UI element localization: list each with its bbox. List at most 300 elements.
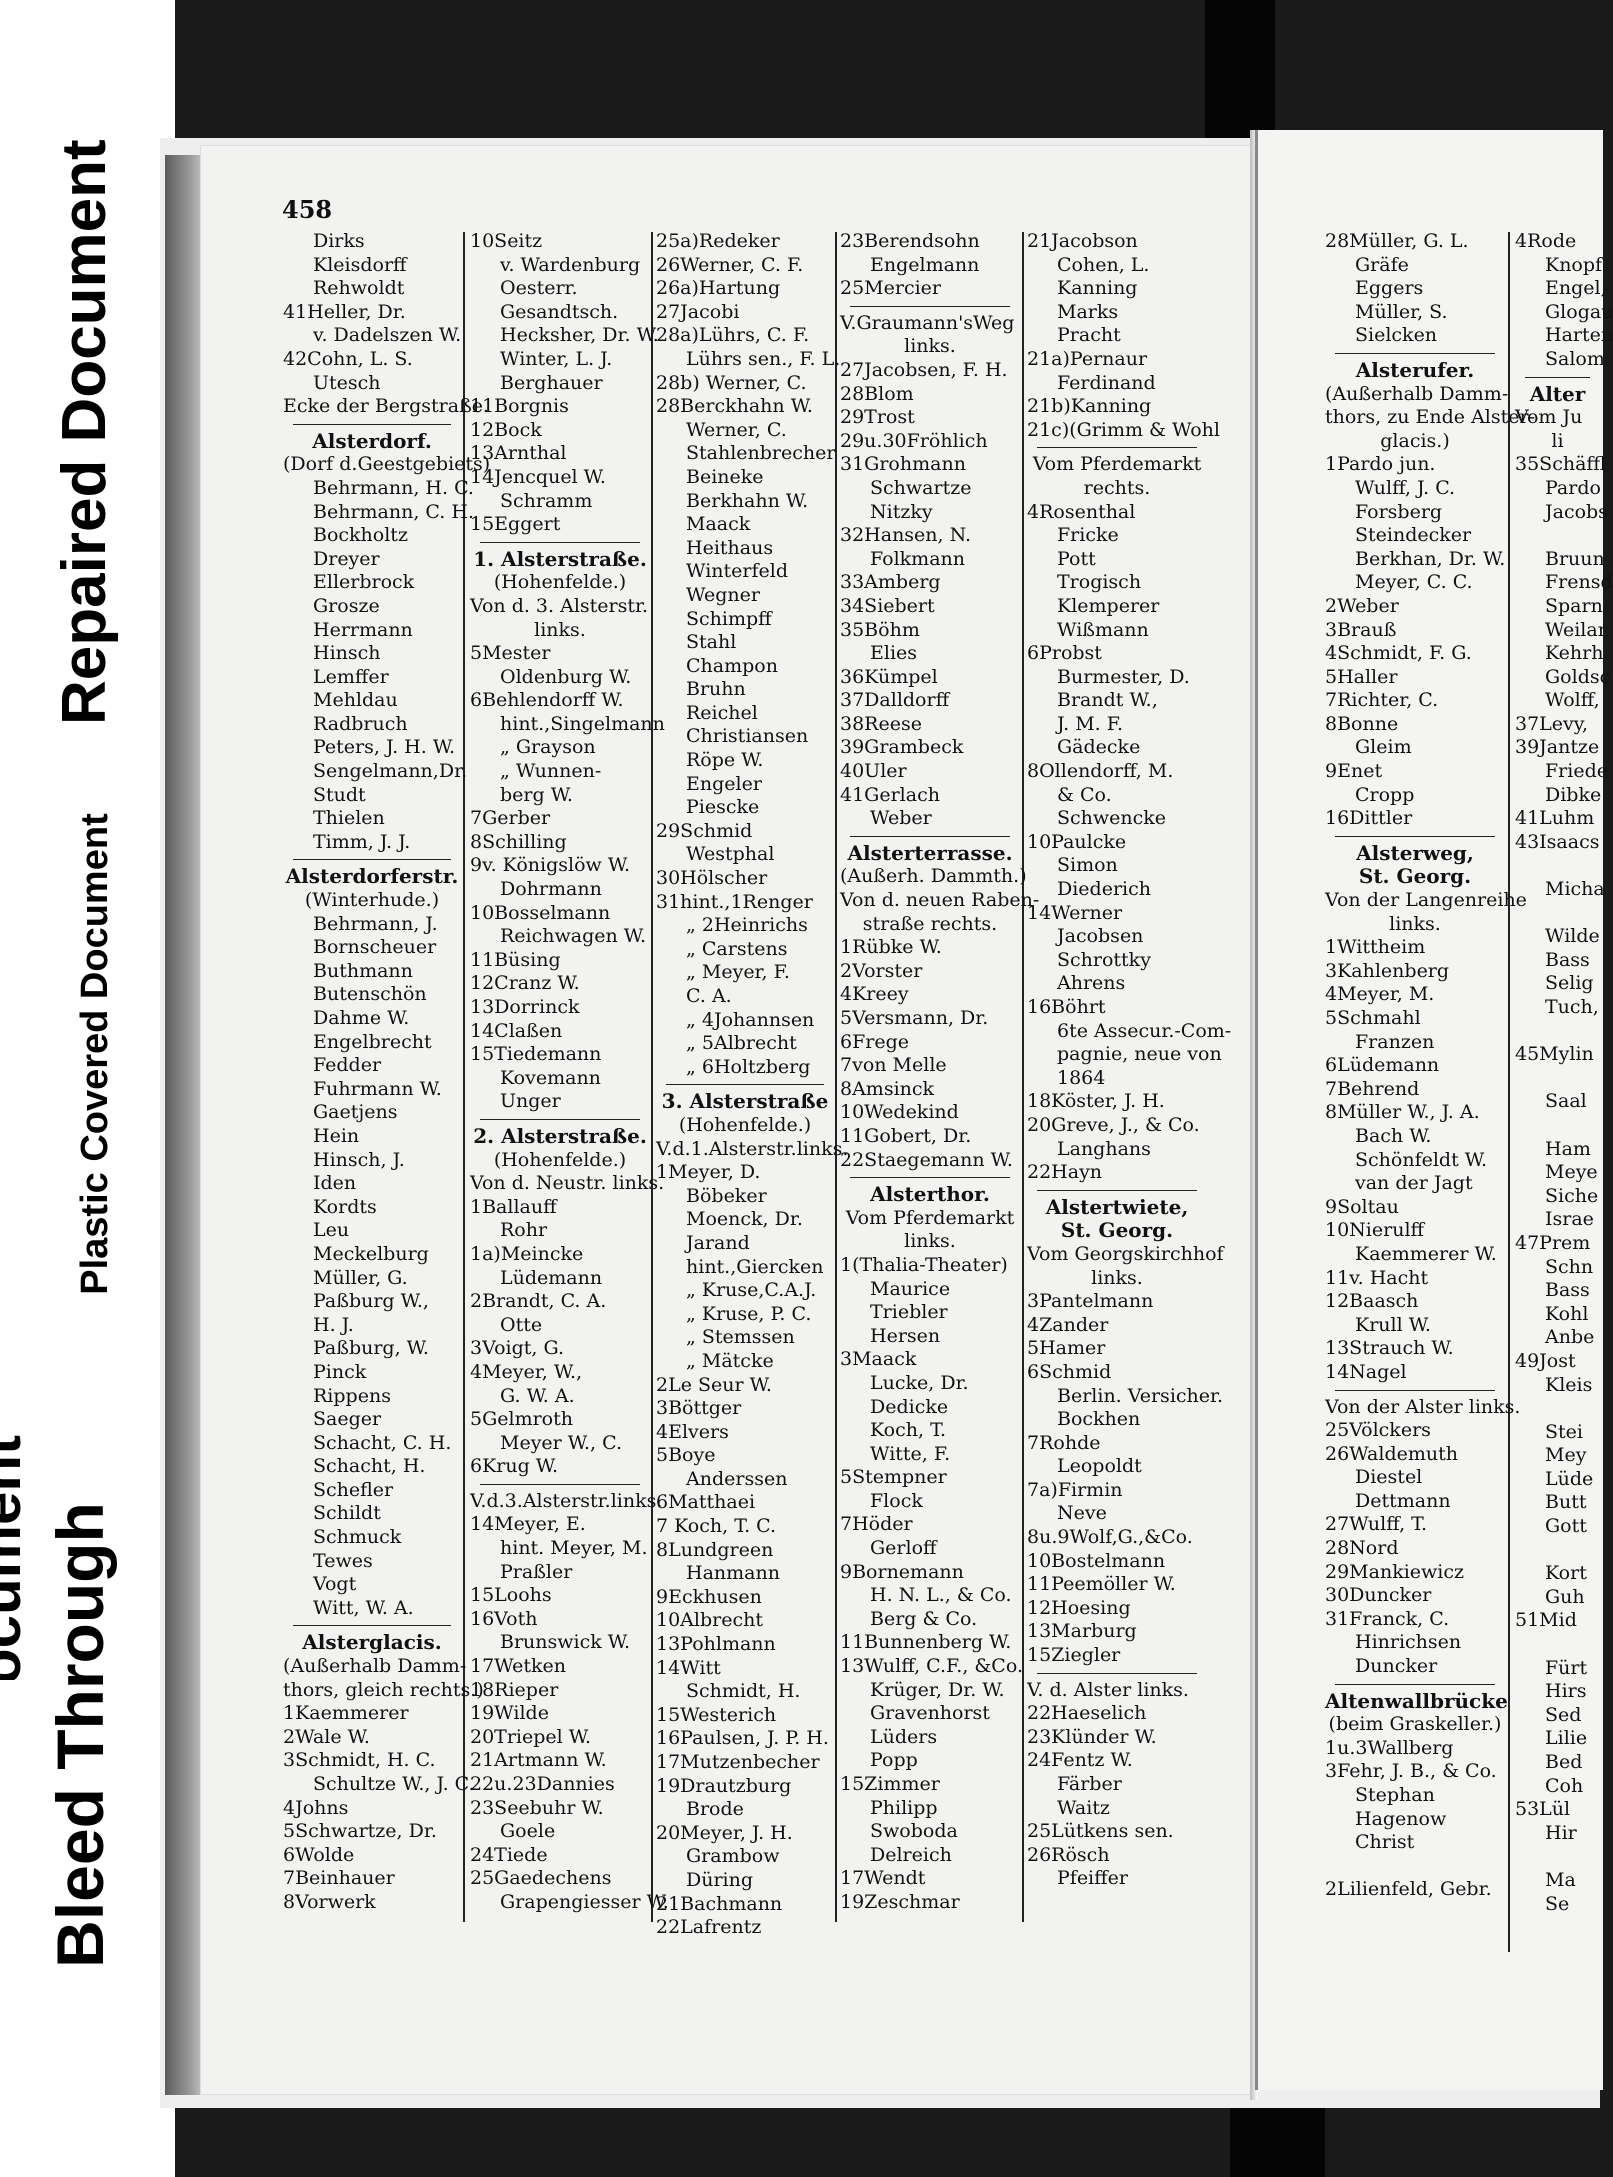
directory-entry: Praßler (500, 1560, 573, 1583)
directory-entry: Gerloff (870, 1537, 937, 1560)
street-heading: Alsterdorf. (312, 428, 432, 453)
street-note: (Außerhalb Damm- (283, 1655, 467, 1678)
directory-entry: 8Lundgreen (656, 1538, 774, 1561)
directory-entry: V.Graumann'sWeg (840, 311, 1015, 334)
directory-entry: Wolff, (1545, 689, 1600, 712)
street-note: links. (1389, 912, 1441, 935)
directory-entry: 17Wendt (840, 1867, 926, 1890)
directory-entry: Lüdemann (500, 1266, 603, 1289)
directory-entry: 45Mylin (1515, 1043, 1594, 1066)
directory-entry: 7Behrend (1325, 1077, 1420, 1100)
directory-entry: 3Kahlenberg (1325, 959, 1450, 982)
directory-entry: Herrmann (313, 618, 413, 641)
directory-entry: 29Schmid (656, 819, 753, 842)
directory-entry: 30Hölscher (656, 867, 768, 890)
directory-entry: 5Schwartze, Dr. (283, 1820, 437, 1843)
directory-entry: Simon (1057, 854, 1118, 877)
directory-entry: Böbeker (686, 1184, 767, 1207)
directory-entry: Paßburg, W. (313, 1337, 429, 1360)
directory-entry: Maurice (870, 1277, 951, 1300)
directory-entry: 12Hoesing (1027, 1596, 1131, 1619)
directory-entry: H. N. L., & Co. (870, 1584, 1012, 1607)
directory-entry: Färber (1057, 1773, 1122, 1795)
directory-entry: Dirks (313, 230, 365, 252)
directory-entry: 1Rübke W. (840, 936, 942, 959)
directory-entry: 20Triepel W. (470, 1725, 592, 1748)
directory-entry: Behrmann, H. C. (313, 476, 474, 499)
directory-entry: Lüde (1545, 1467, 1594, 1490)
black-strip-top (1205, 0, 1275, 140)
directory-entry: Champon (686, 654, 778, 677)
directory-entry: 20Greve, J., & Co. (1027, 1113, 1200, 1136)
page-number: 458 (282, 195, 333, 224)
directory-entry: Meye (1545, 1161, 1598, 1184)
directory-entry: berg W. (500, 783, 573, 806)
directory-entry: 19Drautzburg (656, 1774, 792, 1797)
directory-entry: 13Marburg (1027, 1620, 1137, 1643)
directory-entry: 31Grohmann (840, 453, 966, 476)
directory-entry: Schönfeldt W. (1355, 1148, 1488, 1171)
directory-entry: 14Meyer, E. (470, 1513, 586, 1536)
section-rule (480, 1119, 640, 1120)
directory-column-3 (656, 230, 849, 1940)
directory-entry: 7Rohde (1027, 1431, 1101, 1454)
directory-entry: 1(Thalia-Theater) (840, 1253, 1008, 1276)
directory-entry: 6Wolde (283, 1843, 355, 1866)
directory-entry: Sed (1545, 1703, 1582, 1726)
directory-entry: Ma (1545, 1868, 1576, 1891)
directory-entry: „ Grayson (500, 736, 596, 759)
directory-entry: Bruun (1545, 547, 1605, 570)
directory-entry: 5Versmann, Dr. (840, 1007, 989, 1029)
directory-entry: Delreich (870, 1843, 952, 1866)
directory-entry: Berghauer (500, 371, 603, 394)
directory-entry: 24Fentz W. (1027, 1749, 1133, 1772)
directory-entry: 5Mester (470, 642, 551, 665)
directory-entry: Sielcken (1355, 324, 1438, 347)
street-note: glacis.) (1380, 429, 1450, 452)
directory-entry: 9Eckhusen (656, 1585, 762, 1608)
directory-column-2 (470, 230, 669, 1915)
street-note: Vom Pferdemarkt (1032, 453, 1202, 476)
directory-entry: Goldsc (1545, 665, 1611, 688)
directory-entry: 28Berckhahn W. (656, 395, 813, 418)
directory-entry: 47Prem (1515, 1231, 1591, 1254)
directory-entry: Pinck (313, 1360, 367, 1383)
directory-entry: Schwartze (870, 476, 972, 499)
directory-entry: 1Wittheim (1325, 936, 1426, 959)
directory-entry: Pardo (1545, 476, 1601, 499)
directory-entry: 14Claßen (470, 1019, 563, 1042)
directory-entry: Gleim (1355, 736, 1412, 759)
directory-entry: Ham (1545, 1137, 1591, 1160)
directory-entry: Steindecker (1355, 524, 1472, 547)
directory-entry: 8Vorwerk (283, 1890, 376, 1913)
directory-entry: „ 6Holtzberg (686, 1055, 811, 1078)
directory-entry: 42Cohn, L. S. (283, 347, 413, 370)
directory-entry: Gädecke (1057, 736, 1141, 759)
directory-entry: Hersen (870, 1324, 941, 1347)
directory-entry: Kanning (1057, 277, 1138, 300)
street-note: (Dorf d.Geestgebiets) (283, 453, 491, 476)
directory-entry: Folkmann (870, 547, 965, 570)
directory-entry: 2Wale W. (283, 1725, 370, 1748)
directory-entry: Schrottky (1057, 948, 1151, 971)
directory-entry: Witt, W. A. (313, 1596, 414, 1619)
directory-entry: Glogau (1545, 300, 1613, 323)
directory-entry: 41Luhm (1515, 807, 1595, 830)
directory-entry: Tewes (313, 1549, 373, 1572)
directory-entry: Von d. Neustr. links. (470, 1172, 665, 1195)
section-rule (293, 1625, 451, 1626)
street-note: links. (904, 335, 956, 358)
directory-entry: Sengelmann,Dr. (313, 760, 468, 783)
section-rule (1037, 1673, 1197, 1674)
directory-entry: 3Maack (840, 1348, 917, 1371)
directory-entry: hint.,Giercken (686, 1255, 824, 1278)
directory-entry: Christiansen (686, 725, 809, 748)
directory-entry: Wulff, J. C. (1355, 476, 1456, 499)
directory-entry: 8Müller W., J. A. (1325, 1101, 1480, 1124)
section-rule (1037, 1190, 1197, 1191)
directory-entry: Schefler (313, 1478, 394, 1501)
directory-entry: Von der Alster links. (1325, 1395, 1521, 1418)
directory-entry: 6Frege (840, 1030, 910, 1053)
directory-entry: 7 Koch, T. C. (656, 1515, 777, 1538)
directory-entry: Nitzky (870, 500, 933, 523)
directory-entry: Dettmann (1355, 1489, 1451, 1512)
directory-column-4 (840, 230, 1040, 1915)
directory-entry: 21b)Kanning (1027, 395, 1152, 418)
section-rule (1335, 1390, 1495, 1391)
directory-entry: 34Siebert (840, 594, 935, 617)
directory-entry: 30Duncker (1325, 1584, 1432, 1607)
directory-entry: 13Dorrinck (470, 996, 580, 1018)
directory-column-7 (1515, 230, 1613, 1916)
directory-entry: „ Carstens (686, 937, 788, 960)
directory-entry: van der Jagt (1355, 1172, 1473, 1195)
directory-entry: 27Jacobsen, F. H. (840, 358, 1008, 381)
directory-entry: v. Wardenburg (500, 253, 641, 276)
directory-entry: 28Blom (840, 382, 914, 405)
directory-entry: 19Wilde (470, 1702, 549, 1725)
directory-entry: 5Hamer (1027, 1337, 1106, 1360)
directory-entry: 3Voigt, G. (470, 1337, 564, 1360)
section-rule (480, 1484, 640, 1485)
directory-entry: Bass (1545, 948, 1590, 971)
directory-entry: Harten (1545, 324, 1613, 347)
directory-entry: Berkhahn W. (686, 489, 809, 512)
directory-entry: Butt (1545, 1491, 1587, 1514)
directory-entry: Unger (500, 1090, 561, 1113)
directory-entry: „ 2Heinrichs (686, 914, 808, 937)
directory-entry: Friede (1545, 760, 1608, 783)
directory-entry: 22u.23Dannies (470, 1773, 615, 1795)
directory-entry: 25Mercier (840, 277, 942, 300)
directory-entry: Berkhan, Dr. W. (1355, 547, 1506, 570)
directory-entry: Kehrh (1545, 642, 1604, 665)
directory-entry: Jarand (686, 1231, 750, 1254)
directory-entry: Forsberg (1355, 500, 1443, 523)
directory-entry: Lucke, Dr. (870, 1371, 969, 1394)
directory-entry: 40Uler (840, 760, 907, 783)
directory-entry (1515, 1539, 1600, 1563)
directory-entry (1515, 524, 1600, 548)
directory-entry: Swoboda (870, 1820, 958, 1843)
directory-entry: Schimpff (686, 607, 772, 630)
directory-entry: 41Heller, Dr. (283, 300, 406, 323)
directory-entry: Fuhrmann W. (313, 1077, 442, 1100)
directory-entry: 23Klünder W. (1027, 1725, 1157, 1748)
directory-entry: 39Grambeck (840, 736, 964, 759)
directory-entry: V. d. Alster links. (1027, 1678, 1189, 1701)
directory-entry: Ecke der Bergstraße. (283, 395, 490, 418)
directory-entry: Hanmann (686, 1562, 780, 1585)
directory-entry: „ Wunnen- (500, 760, 602, 783)
directory-entry: 8u.9Wolf,G.,&Co. (1027, 1526, 1193, 1549)
directory-entry: Bach W. (1355, 1124, 1432, 1147)
directory-entry: Se (1545, 1892, 1570, 1915)
directory-entry: 21c)(Grimm & Wohl (1027, 418, 1220, 441)
directory-entry: Ferdinand (1057, 371, 1156, 394)
directory-entry: 14Nagel (1325, 1360, 1407, 1383)
directory-entry: 26Werner, C. F. (656, 253, 804, 276)
directory-entry: Salom (1545, 347, 1605, 370)
directory-entry: 37Levy, (1515, 712, 1589, 735)
directory-entry: 6Probst (1027, 642, 1102, 665)
directory-entry: 18Köster, J. H. (1027, 1090, 1165, 1113)
street-heading: Alsterglacis. (302, 1630, 442, 1655)
directory-entry: 18Rieper (470, 1678, 559, 1701)
directory-entry: 7Richter, C. (1325, 689, 1439, 712)
street-heading: Alsterufer. (1355, 357, 1475, 382)
directory-entry: Lemffer (313, 665, 389, 688)
directory-entry: 17Wetken (470, 1655, 567, 1678)
directory-entry: 21a)Pernaur (1027, 347, 1148, 370)
directory-entry: Bockholtz (313, 524, 408, 547)
directory-entry: hint. Meyer, M. (500, 1537, 648, 1560)
directory-entry: Elies (870, 642, 918, 665)
directory-entry: 5Stempner (840, 1466, 947, 1489)
directory-entry: Vogt (313, 1573, 357, 1596)
street-note: links. (1091, 1266, 1143, 1289)
label-card-1 (0, 139, 177, 730)
directory-entry: 35Schäffl (1515, 453, 1606, 476)
directory-entry: 13Pohlmann (656, 1633, 776, 1656)
directory-entry: 26Rösch (1027, 1843, 1110, 1866)
directory-entry: Marks (1057, 300, 1119, 323)
directory-entry: Hein (313, 1124, 360, 1147)
street-heading: Alsterterrasse. (847, 840, 1013, 865)
street-note: links. (534, 618, 586, 641)
directory-entry: Philipp (870, 1796, 938, 1819)
directory-entry: Bornscheuer (313, 936, 437, 959)
directory-entry: V.d.1.Alsterstr.links. (656, 1137, 849, 1160)
directory-entry: Lührs sen., F. L. (686, 347, 841, 370)
section-rule (293, 424, 451, 425)
directory-entry: 1Kaemmerer (283, 1702, 409, 1725)
directory-entry: 1Pardo jun. (1325, 453, 1436, 476)
directory-entry: Frensd (1545, 571, 1613, 594)
directory-entry: Hirs (1545, 1680, 1587, 1703)
directory-entry: 28Nord (1325, 1537, 1399, 1560)
directory-entry: Fedder (313, 1054, 382, 1077)
street-note: (Außerhalb Damm- (1325, 382, 1509, 405)
directory-entry: Kleisdorff (313, 253, 407, 276)
directory-entry: Diederich (1057, 878, 1151, 901)
directory-entry: Leu (313, 1219, 350, 1242)
directory-entry: 33Amberg (840, 571, 941, 594)
directory-entry: Meyer, C. C. (1355, 571, 1473, 594)
directory-entry: 2Le Seur W. (656, 1373, 772, 1396)
directory-entry: Weber (870, 807, 932, 830)
directory-entry: Brandt W., (1057, 689, 1158, 712)
directory-entry: Kort (1545, 1562, 1587, 1585)
directory-entry: Weilar (1545, 618, 1607, 641)
directory-entry: Meyer W., C. (500, 1431, 623, 1454)
directory-entry: 6Behlendorff W. (470, 689, 624, 712)
directory-entry: 29Mankiewicz (1325, 1560, 1465, 1583)
directory-entry: 23Seebuhr W. (470, 1796, 604, 1819)
directory-entry: Paßburg W., (313, 1290, 429, 1313)
directory-entry: „ 4Johannsen (686, 1008, 815, 1031)
directory-entry: H. J. (313, 1313, 354, 1336)
directory-entry: Engeler (686, 772, 762, 795)
directory-entry: 17Mutzenbecher (656, 1751, 820, 1773)
directory-column-5 (1027, 230, 1232, 1891)
directory-entry: 11Bunnenberg W. (840, 1631, 1012, 1654)
directory-entry: Peters, J. H. W. (313, 736, 456, 759)
directory-entry: 24Tiede (470, 1843, 548, 1866)
directory-entry: 51Mid (1515, 1609, 1577, 1632)
directory-entry: 4Meyer, M. (1325, 983, 1435, 1006)
directory-entry: Schmuck (313, 1526, 402, 1549)
directory-entry: Oldenburg W. (500, 665, 632, 688)
directory-entry: 23Berendsohn (840, 230, 980, 252)
directory-entry: 11v. Hacht (1325, 1266, 1429, 1289)
directory-entry: 13Wulff, C.F., &Co. (840, 1655, 1023, 1678)
directory-entry: Schacht, C. H. (313, 1431, 452, 1454)
directory-entry: Engel, (1545, 277, 1607, 300)
directory-entry: 5Haller (1325, 665, 1398, 688)
directory-entry: 12Cranz W. (470, 972, 580, 995)
directory-entry: Buthmann (313, 959, 413, 982)
directory-entry: 11Büsing (470, 948, 561, 971)
directory-entry: Wißmann (1057, 618, 1149, 641)
directory-entry: Engelbrecht (313, 1030, 432, 1053)
directory-entry: Hinsch, J. (313, 1148, 405, 1171)
directory-entry: Siche (1545, 1184, 1599, 1207)
directory-entry: Bruhn (686, 678, 746, 701)
directory-entry: Dibke (1545, 783, 1602, 806)
directory-entry: 4Kreey (840, 983, 909, 1006)
directory-entry: Rohr (500, 1219, 548, 1242)
section-rule (293, 859, 451, 860)
directory-entry: „ 5Albrecht (686, 1032, 797, 1055)
directory-entry (1515, 1114, 1600, 1138)
directory-entry: 4Rosenthal (1027, 500, 1136, 523)
directory-entry: Christ (1355, 1831, 1415, 1854)
directory-entry: 25a)Redeker (656, 230, 780, 252)
directory-entry: 2Lilienfeld, Gebr. (1325, 1878, 1492, 1901)
directory-entry: 3Fehr, J. B., & Co. (1325, 1760, 1497, 1783)
directory-entry: 29Trost (840, 406, 915, 429)
directory-entry: Schacht, H. (313, 1455, 426, 1478)
directory-entry: 41Gerlach (840, 783, 940, 806)
directory-entry: 39Jantze (1515, 736, 1600, 759)
directory-entry: 1Ballauff (470, 1195, 557, 1218)
directory-entry: Duncker (1355, 1655, 1438, 1678)
directory-entry: Engelmann (870, 253, 980, 276)
directory-entry: Reichwagen W. (500, 925, 647, 948)
directory-entry: „ Stemssen (686, 1326, 795, 1349)
directory-entry: C. A. (686, 985, 732, 1007)
directory-entry: Stephan (1355, 1784, 1435, 1806)
directory-entry: 31hint.,1Renger (656, 890, 813, 913)
directory-entry: Diestel (1355, 1466, 1423, 1489)
directory-entry: Hecksher, Dr. W. (500, 324, 659, 347)
directory-entry: 1u.3Wallberg (1325, 1736, 1454, 1759)
directory-entry (1515, 902, 1600, 926)
street-note: straße rechts. (862, 912, 998, 935)
directory-entry: Heithaus (686, 536, 774, 559)
directory-column-6 (1325, 230, 1535, 1902)
directory-entry: Hinrichsen (1355, 1631, 1462, 1654)
directory-entry: Neve (1057, 1502, 1107, 1525)
directory-entry: Iden (313, 1172, 357, 1195)
directory-entry: 11Borgnis (470, 395, 569, 418)
directory-entry: Knopf (1545, 253, 1603, 276)
directory-entry: 1a)Meincke (470, 1242, 584, 1265)
section-rule (480, 542, 640, 543)
label-plastic-covered: Plastic Covered Document (74, 813, 116, 1295)
directory-entry (1515, 1067, 1600, 1091)
label-repaired-document: Repaired Document (50, 139, 119, 725)
directory-entry: Schramm (500, 489, 593, 512)
directory-entry: Oesterr. (500, 277, 578, 300)
street-heading: St. Georg. (1358, 864, 1472, 889)
directory-entry: hint.,Singelmann (500, 712, 665, 735)
directory-entry: 1Meyer, D. (656, 1161, 761, 1184)
directory-entry: 14Jencquel W. (470, 465, 606, 488)
street-note: (Hohenfelde.) (493, 1148, 627, 1171)
directory-entry: 12Bock (470, 418, 542, 441)
directory-entry: Popp (870, 1749, 918, 1772)
directory-entry: Gravenhorst (870, 1702, 990, 1725)
directory-entry: 3Pantelmann (1027, 1290, 1154, 1313)
directory-entry: Dahme W. (313, 1007, 410, 1029)
street-note: (Hohenfelde.) (678, 1113, 812, 1136)
directory-entry: Kohl (1545, 1302, 1589, 1325)
street-note: thors, gleich rechts.) (283, 1678, 484, 1701)
section-rule (850, 1177, 1010, 1178)
directory-entry: Stahlenbrecher (686, 442, 836, 465)
directory-entry: Meckelburg (313, 1242, 429, 1265)
directory-entry: Brunswick W. (500, 1631, 631, 1654)
directory-entry: pagnie, neue von (1057, 1043, 1222, 1066)
directory-entry: 6Matthaei (656, 1491, 756, 1514)
directory-entry: 10Bosselmann (470, 901, 611, 924)
directory-entry: Bockhen (1057, 1408, 1141, 1431)
directory-entry: Thielen (313, 807, 385, 830)
directory-entry: Ellerbrock (313, 571, 415, 594)
label-bleed-through: Bleed Through (43, 1502, 117, 1968)
directory-entry: Hir (1545, 1821, 1577, 1844)
directory-column-1 (283, 230, 491, 1915)
directory-entry: Flock (870, 1489, 923, 1512)
directory-entry: Von d. neuen Raben- (840, 889, 1040, 912)
directory-entry: Brode (686, 1798, 744, 1821)
